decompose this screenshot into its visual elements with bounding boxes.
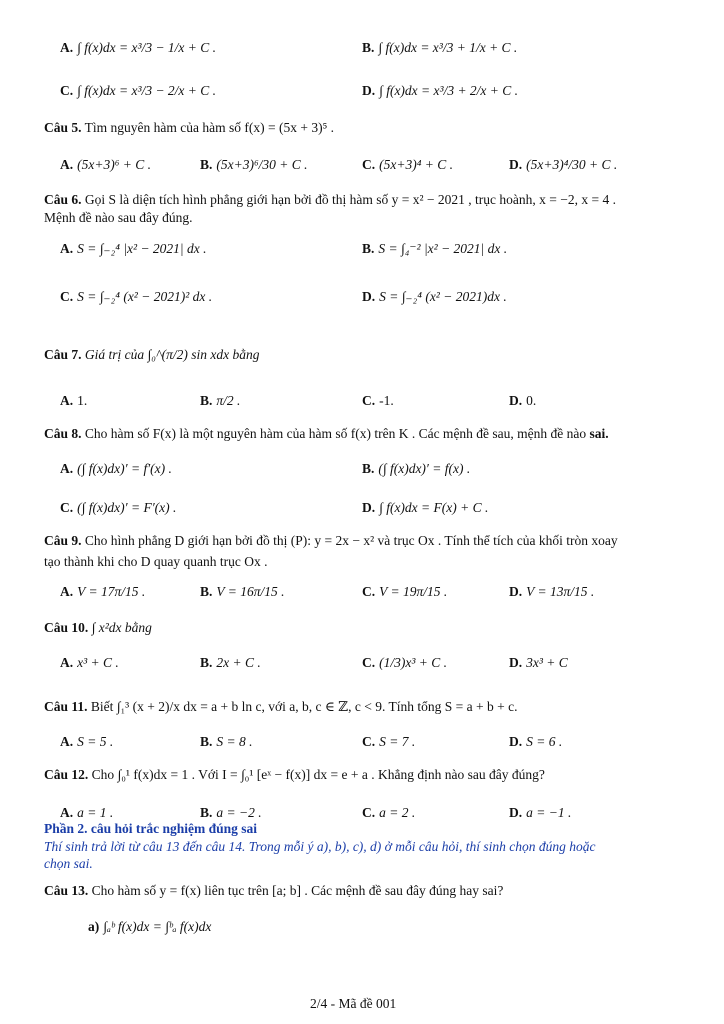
option-text: a = −2 .	[216, 805, 262, 820]
option-text: ∫ f(x)dx = x³/3 − 1/x + C .	[77, 40, 217, 55]
option-label: B.	[200, 157, 213, 172]
q10-option-a	[60, 654, 119, 672]
option-text: S = ∫₋₂⁴ |x² − 2021| dx .	[77, 241, 207, 256]
q5-stem	[44, 119, 334, 137]
option-text: V = 16π/15 .	[216, 584, 285, 599]
option-label: A.	[60, 461, 74, 476]
q10-option-c	[362, 654, 447, 672]
question-text: ∫ x²dx bằng	[91, 620, 152, 635]
option-text: (5x+3)⁴/30 + C .	[526, 157, 618, 172]
option-label: D.	[509, 157, 523, 172]
q4-option-d	[362, 82, 518, 100]
option-text: (5x+3)⁴ + C .	[379, 157, 454, 172]
option-text: S = 8 .	[216, 734, 253, 749]
option-label: B.	[200, 655, 213, 670]
q5-option-a	[60, 156, 151, 174]
q11-option-d	[509, 733, 562, 751]
question-emphasis: sai.	[589, 426, 609, 441]
option-text: (5x+3)⁶/30 + C .	[216, 157, 308, 172]
q11-stem	[44, 698, 517, 716]
q8-option-b	[362, 460, 470, 478]
option-label: A.	[60, 805, 74, 820]
question-label: Câu 9.	[44, 533, 82, 548]
option-text: S = 5 .	[77, 734, 114, 749]
option-label: D.	[362, 83, 376, 98]
question-text: Giá trị của ∫₀^(π/2) sin xdx bằng	[84, 347, 260, 362]
q6-option-a	[60, 240, 207, 258]
option-text: π/2 .	[216, 393, 241, 408]
option-label: D.	[509, 393, 523, 408]
option-label: D.	[509, 734, 523, 749]
section-note-line2: chọn sai.	[44, 856, 93, 871]
option-text: V = 17π/15 .	[77, 584, 146, 599]
option-label: B.	[200, 584, 213, 599]
option-text: (∫ f(x)dx)′ = F′(x) .	[77, 500, 177, 515]
option-label: C.	[362, 655, 376, 670]
q7-option-d	[509, 392, 536, 410]
option-text: S = 7 .	[379, 734, 416, 749]
q7-option-c	[362, 392, 394, 410]
q5-option-b	[200, 156, 308, 174]
q8-option-d	[362, 499, 488, 517]
option-text: S = ∫₄⁻² |x² − 2021| dx .	[378, 241, 508, 256]
option-text: a = −1 .	[526, 805, 572, 820]
q12-stem	[44, 766, 545, 784]
q13-statement-a	[88, 918, 211, 936]
q11-option-b	[200, 733, 253, 751]
question-text: Tìm nguyên hàm của hàm số f(x) = (5x + 3)⁵ .	[84, 120, 335, 135]
question-label: Câu 6.	[44, 192, 82, 207]
q13-stem	[44, 882, 503, 900]
option-label: C.	[362, 734, 376, 749]
option-label: C.	[60, 83, 74, 98]
q7-option-a	[60, 392, 87, 410]
option-text: (∫ f(x)dx)′ = f′(x) .	[77, 461, 172, 476]
option-label: B.	[362, 40, 375, 55]
option-text: -1.	[379, 393, 394, 408]
option-text: (5x+3)⁶ + C .	[77, 157, 152, 172]
question-label: Câu 8.	[44, 426, 82, 441]
section-note-line1: Thí sinh trả lời từ câu 13 đến câu 14. Trong mỗi ý a), b), c), d) ở mỗi câu hỏi, thí sinh chọn đúng hoặc	[44, 839, 596, 854]
option-label: A.	[60, 584, 74, 599]
option-label: C.	[60, 289, 74, 304]
option-text: 3x³ + C	[526, 655, 568, 670]
option-label: B.	[200, 393, 213, 408]
q12-option-a	[60, 804, 113, 822]
option-label: C.	[362, 805, 376, 820]
q6-stem-line2: Mệnh đề nào sau đây đúng.	[44, 210, 193, 225]
option-label: A.	[60, 40, 74, 55]
question-text: Cho hàm số F(x) là một nguyên hàm của hàm số f(x) trên K . Các mệnh đề sau, mệnh đề nào	[84, 426, 587, 441]
q10-option-b	[200, 654, 261, 672]
option-label: D.	[509, 584, 523, 599]
option-text: ∫ f(x)dx = F(x) + C .	[379, 500, 489, 515]
q9-stem-line1	[44, 532, 618, 550]
option-text: V = 19π/15 .	[379, 584, 448, 599]
option-label: A.	[60, 393, 74, 408]
q9-option-d	[509, 583, 594, 601]
q6-option-c	[60, 288, 212, 306]
option-text: S = ∫₋₂⁴ (x² − 2021)dx .	[379, 289, 507, 304]
option-label: C.	[362, 584, 376, 599]
q12-option-b	[200, 804, 262, 822]
q5-option-d	[509, 156, 617, 174]
option-text: ∫ f(x)dx = x³/3 + 2/x + C .	[379, 83, 519, 98]
q8-stem	[44, 425, 609, 443]
option-text: a = 2 .	[379, 805, 416, 820]
option-label: D.	[509, 655, 523, 670]
q6-stem-line1	[44, 191, 616, 209]
option-label: C.	[60, 500, 74, 515]
q6-option-d	[362, 288, 507, 306]
option-text: ∫ f(x)dx = x³/3 − 2/x + C .	[77, 83, 217, 98]
option-label: B.	[200, 805, 213, 820]
q4-option-b	[362, 39, 517, 57]
question-text: Cho hình phẳng D giới hạn bởi đồ thị (P): y = 2x − x² và trục Ox . Tính thể tích của khối tròn xoay	[84, 533, 618, 548]
option-text: 1.	[77, 393, 88, 408]
question-label: Câu 13.	[44, 883, 89, 898]
option-label: C.	[362, 393, 376, 408]
q9-option-a	[60, 583, 145, 601]
statement-text: ∫ₐᵇ f(x)dx = ∫ᵇₐ f(x)dx	[103, 919, 212, 934]
option-label: D.	[362, 500, 376, 515]
q7-option-b	[200, 392, 240, 410]
q12-option-d	[509, 804, 571, 822]
option-text: 0.	[526, 393, 537, 408]
question-text: Cho hàm số y = f(x) liên tục trên [a; b] . Các mệnh đề sau đây đúng hay sai?	[91, 883, 504, 898]
option-label: D.	[509, 805, 523, 820]
option-label: A.	[60, 157, 74, 172]
q11-option-c	[362, 733, 415, 751]
q10-stem	[44, 619, 152, 637]
option-text: a = 1 .	[77, 805, 114, 820]
option-label: B.	[362, 461, 375, 476]
option-label: A.	[60, 241, 74, 256]
question-label: Câu 12.	[44, 767, 89, 782]
option-text: V = 13π/15 .	[526, 584, 595, 599]
question-text: Cho ∫₀¹ f(x)dx = 1 . Với I = ∫₀¹ [eˣ − f(x)] dx = e + a . Khẳng định nào sau đây đúng?	[91, 767, 545, 782]
q8-option-a	[60, 460, 172, 478]
q9-stem-line2: tạo thành khi cho D quay quanh trục Ox .	[44, 554, 268, 569]
option-text: 2x + C .	[216, 655, 261, 670]
question-label: Câu 11.	[44, 699, 88, 714]
option-label: D.	[362, 289, 376, 304]
q6-option-b	[362, 240, 507, 258]
q7-stem	[44, 346, 259, 364]
option-label: B.	[362, 241, 375, 256]
option-text: S = ∫₋₂⁴ (x² − 2021)² dx .	[77, 289, 213, 304]
page-footer: 2/4 - Mã đề 001	[310, 996, 397, 1011]
section-title: Phần 2. câu hỏi trắc nghiệm đúng sai	[44, 821, 258, 836]
option-text: (∫ f(x)dx)′ = f(x) .	[378, 461, 471, 476]
option-text: x³ + C .	[77, 655, 119, 670]
option-label: B.	[200, 734, 213, 749]
option-text: (1/3)x³ + C .	[379, 655, 448, 670]
option-label: A.	[60, 734, 74, 749]
q11-option-a	[60, 733, 113, 751]
option-text: ∫ f(x)dx = x³/3 + 1/x + C .	[378, 40, 518, 55]
question-label: Câu 5.	[44, 120, 82, 135]
q12-option-c	[362, 804, 415, 822]
question-label: Câu 7.	[44, 347, 82, 362]
option-label: C.	[362, 157, 376, 172]
option-label: A.	[60, 655, 74, 670]
q4-option-a	[60, 39, 216, 57]
q8-option-c	[60, 499, 176, 517]
q4-option-c	[60, 82, 216, 100]
q9-option-c	[362, 583, 447, 601]
question-text: Gọi S là diện tích hình phẳng giới hạn bởi đồ thị hàm số y = x² − 2021 , trục hoành, x = −2, x = 4 .	[84, 192, 616, 207]
statement-label: a)	[88, 919, 100, 934]
question-text: Biết ∫₁³ (x + 2)/x dx = a + b ln c, với a, b, c ∈ ℤ, c < 9. Tính tổng S = a + b + c.	[90, 699, 518, 714]
question-label: Câu 10.	[44, 620, 89, 635]
q5-option-c	[362, 156, 453, 174]
q10-option-d	[509, 654, 568, 672]
q9-option-b	[200, 583, 285, 601]
option-text: S = 6 .	[526, 734, 563, 749]
